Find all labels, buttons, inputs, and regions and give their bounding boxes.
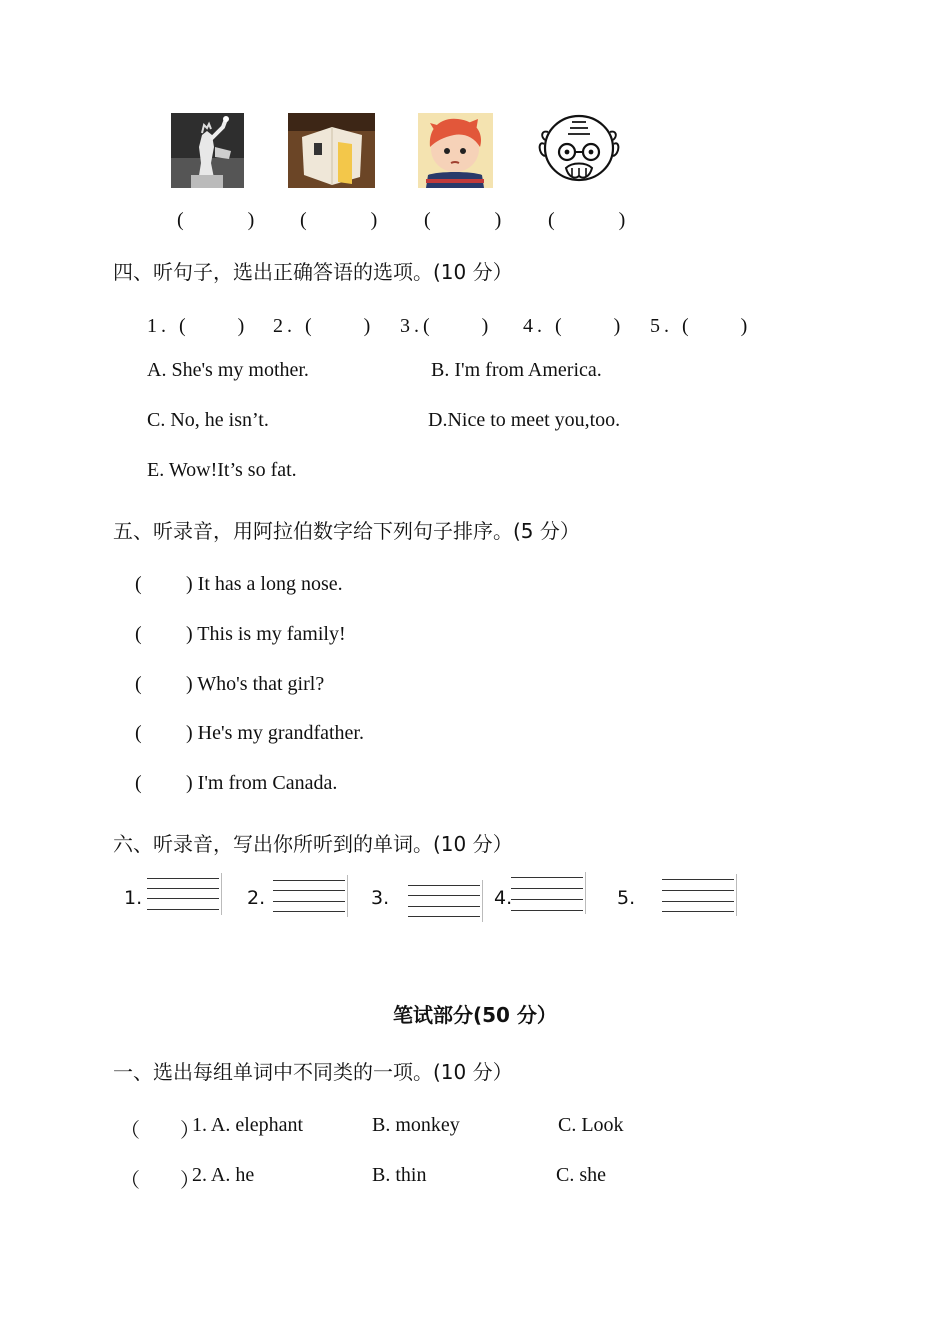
option-c: C. No, he isn’t. xyxy=(147,409,269,431)
write-lines-5[interactable] xyxy=(662,874,737,916)
write-lines-2[interactable] xyxy=(273,875,348,917)
order-bracket-5[interactable]: ( xyxy=(135,772,142,794)
written-row-1-bracket[interactable]: （ ） xyxy=(120,1120,200,1142)
grandfather-drawing xyxy=(536,110,622,188)
option-d: D.Nice to meet you,too. xyxy=(428,409,621,431)
option-a: A. She's my mother. xyxy=(147,359,309,381)
section4-blank-2[interactable]: 2. ( ) xyxy=(273,315,375,337)
written-row-2-a: 2. A. he xyxy=(192,1164,255,1186)
section6-title: 六、听录音，写出你所听到的单词。(10 分） xyxy=(113,832,513,856)
option-b: B. I'm from America. xyxy=(431,359,602,381)
write-label-2: 2. xyxy=(247,887,266,909)
picture-bracket-4[interactable]: ( ) xyxy=(548,209,634,231)
order-sentence-1: ) It has a long nose. xyxy=(186,573,343,595)
written-row-1-c: C. Look xyxy=(558,1114,624,1136)
written-row-2-bracket[interactable]: （ ） xyxy=(120,1170,200,1192)
write-lines-3[interactable] xyxy=(408,880,483,922)
written-heading: 笔试部分(50 分） xyxy=(393,1003,557,1027)
section5-title: 五、听录音，用阿拉伯数字给下列句子排序。(5 分） xyxy=(113,519,580,543)
order-sentence-3: ) Who's that girl? xyxy=(186,673,325,695)
write-label-1: 1. xyxy=(124,887,143,909)
order-bracket-3[interactable]: ( xyxy=(135,673,142,695)
written-row-1-b: B. monkey xyxy=(372,1114,460,1136)
order-sentence-2: ) This is my family! xyxy=(186,623,346,645)
order-bracket-2[interactable]: ( xyxy=(135,623,142,645)
section4-blank-1[interactable]: 1. ( ) xyxy=(147,315,249,337)
order-bracket-4[interactable]: ( xyxy=(135,722,142,744)
order-bracket-1[interactable]: ( xyxy=(135,573,142,595)
write-label-4: 4. xyxy=(494,887,513,909)
gift-box-photo xyxy=(288,113,375,188)
written-section1-title: 一、选出每组单词中不同类的一项。(10 分） xyxy=(113,1060,513,1084)
written-row-1-a: 1. A. elephant xyxy=(192,1114,304,1136)
picture-bracket-1[interactable]: ( ) xyxy=(177,209,263,231)
picture-bracket-2[interactable]: ( ) xyxy=(300,209,386,231)
order-sentence-5: ) I'm from Canada. xyxy=(186,772,338,794)
write-lines-4[interactable] xyxy=(511,872,586,914)
section4-title: 四、听句子，选出正确答语的选项。(10 分） xyxy=(113,260,513,284)
picture-bracket-3[interactable]: ( ) xyxy=(424,209,510,231)
write-label-3: 3. xyxy=(371,887,390,909)
write-label-5: 5. xyxy=(617,887,636,909)
written-row-2-c: C. she xyxy=(556,1164,606,1186)
written-row-2-b: B. thin xyxy=(372,1164,427,1186)
option-e: E. Wow!It’s so fat. xyxy=(147,459,297,481)
section4-blank-5[interactable]: 5. ( ) xyxy=(650,315,752,337)
statue-of-liberty-photo xyxy=(171,113,244,188)
write-lines-1[interactable] xyxy=(147,873,222,915)
order-sentence-4: ) He's my grandfather. xyxy=(186,722,364,744)
section4-blank-4[interactable]: 4. ( ) xyxy=(523,315,625,337)
cartoon-boy-picture xyxy=(418,113,493,188)
section4-blank-3[interactable]: 3.( ) xyxy=(400,315,493,337)
